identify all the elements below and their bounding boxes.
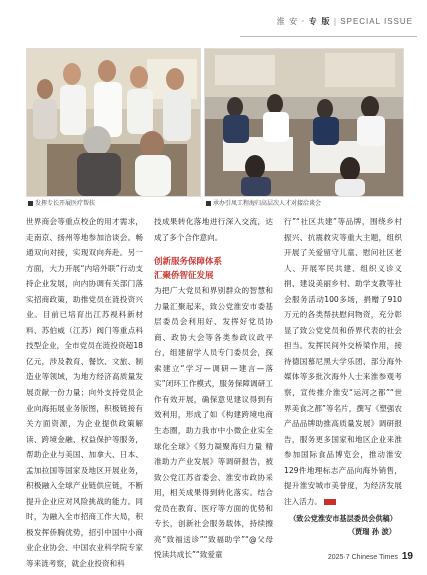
- subheading-2: 汇聚侨智征发展: [154, 271, 214, 282]
- page-header: [0, 0, 427, 48]
- article-column-3: [284, 214, 402, 538]
- section-title-english: SPECIAL ISSUE: [340, 17, 413, 26]
- section-title-bold: 专 版: [308, 17, 331, 26]
- caption-marker-icon: [28, 201, 33, 206]
- header-rule: [240, 36, 417, 37]
- right-photo-caption: 承办引凤工程海归高层次人才对接洽谈会: [206, 198, 321, 207]
- paragraph-end: 行”“社区共建”等品牌，围绕乡村振兴、抗震救灾等重大主题，组织开展了关爱留守儿童、慰问社区老人、开展军民共建、组织义诊义捐、建设美丽乡村、助学支教等社会服务活动100多场，捐赠了910万元的各类帮扶慰问物资，充分彰显了致公党党员和侨界代表的社会担当。发挥民间外交桥梁作用，接待德国慕尼黑大学乐团、部分海外媒体等多批次海外人士来淮参观考察，宣传推介淮安“运河之都”“世界美食之都”等名片，撰写《塑强农产品品牌助推高质量发展》调研报告，服务更多国家和地区企业来淮参加国际食品博览会，推动淮安129件地理标志产品向海外销售，提升淮安城市美誉度，为经济发展注入活力。: [284, 217, 402, 506]
- author-credit: （贾瑞 孙 波）: [347, 527, 396, 537]
- section-title: [277, 16, 413, 27]
- caption-marker-icon: [206, 201, 211, 206]
- article-end-mark-icon: [324, 499, 336, 505]
- issue-label: 2025·7 Chinese Times: [327, 554, 398, 561]
- paragraph: 技成果转化落地进行深入交流，达成了多个合作意向。: [154, 217, 273, 242]
- page-number: 19: [401, 551, 413, 562]
- article-column-2: [154, 214, 273, 563]
- photo-medical-aid: [26, 48, 201, 197]
- paragraph: 为把广大党员和界别群众的智慧和力量汇聚起来，致公党淮安市委基层委员会利用好、发挥好党员协商、政协大会等各类参政议政平台，组建留学人员专门委员会，探索建立“学习—调研—建言—落实”闭环工作模式，服务保障调研工作有效开展，确保意见建议得到有效利用，形成了如《构建跨境电商生态圈，助力我市中小微企业实全球化全球》《努力凝聚海归力量 精准助力产业发展》等调研报告，被致公党江苏省委会、淮安市政协采用，相关成果得到转化落实。结合党员在教育、医疗等方面的优势和专长，创新社会服务载体，持续擦亮“致福送诊”“致福助学”“@父母 悦读共成长”“致爱童: [154, 286, 273, 560]
- left-photo-caption: 发挥专长开展医疗帮扶: [28, 198, 95, 207]
- subheading-1: 创新服务保障体系: [154, 257, 223, 268]
- section-title-prefix: 淮 安 ·: [276, 17, 309, 26]
- source-credit: （致公党淮安市基层委员会供稿）: [289, 514, 397, 524]
- photo-talent-meeting: [204, 48, 404, 197]
- page-footer: [328, 551, 413, 562]
- article-column-1: [26, 214, 143, 572]
- paragraph: 世界商会等重点校企的用才需求，走南京、扬州等地参加洽谈会。畅通双向对接，实现双向奔赴。另一方面，大力开展“内培外联”行动支持企业发展，向内协调有关部门落实招商政策，助推党员在涟投资兴业。目前已培育出江苏视科新材料、苏伯威（江苏）阀门等重点科技型企业，全市党员在涟投资超18亿元，涉及教育、餐饮、文旅、制造业等领域，为地方经济高质量发展贡献一份力量；向外支持党员企业向海拓展业务版图，积极链接有关方面资源，为企业提供政策解读、跨境金融、权益保护等服务，帮助企业与美国、加拿大、日本、孟加拉国等国家及地区开展业务，积极融入全球产业链供应链，不断提升企业应对风险挑战的能力。同时，为融入全市招商工作大局，积极发挥侨胸优势，招引中国中小商业企业协会、中国农业科学院专家等来涟考察，就企业投资和科: [26, 217, 143, 569]
- title-separator: |: [333, 17, 338, 26]
